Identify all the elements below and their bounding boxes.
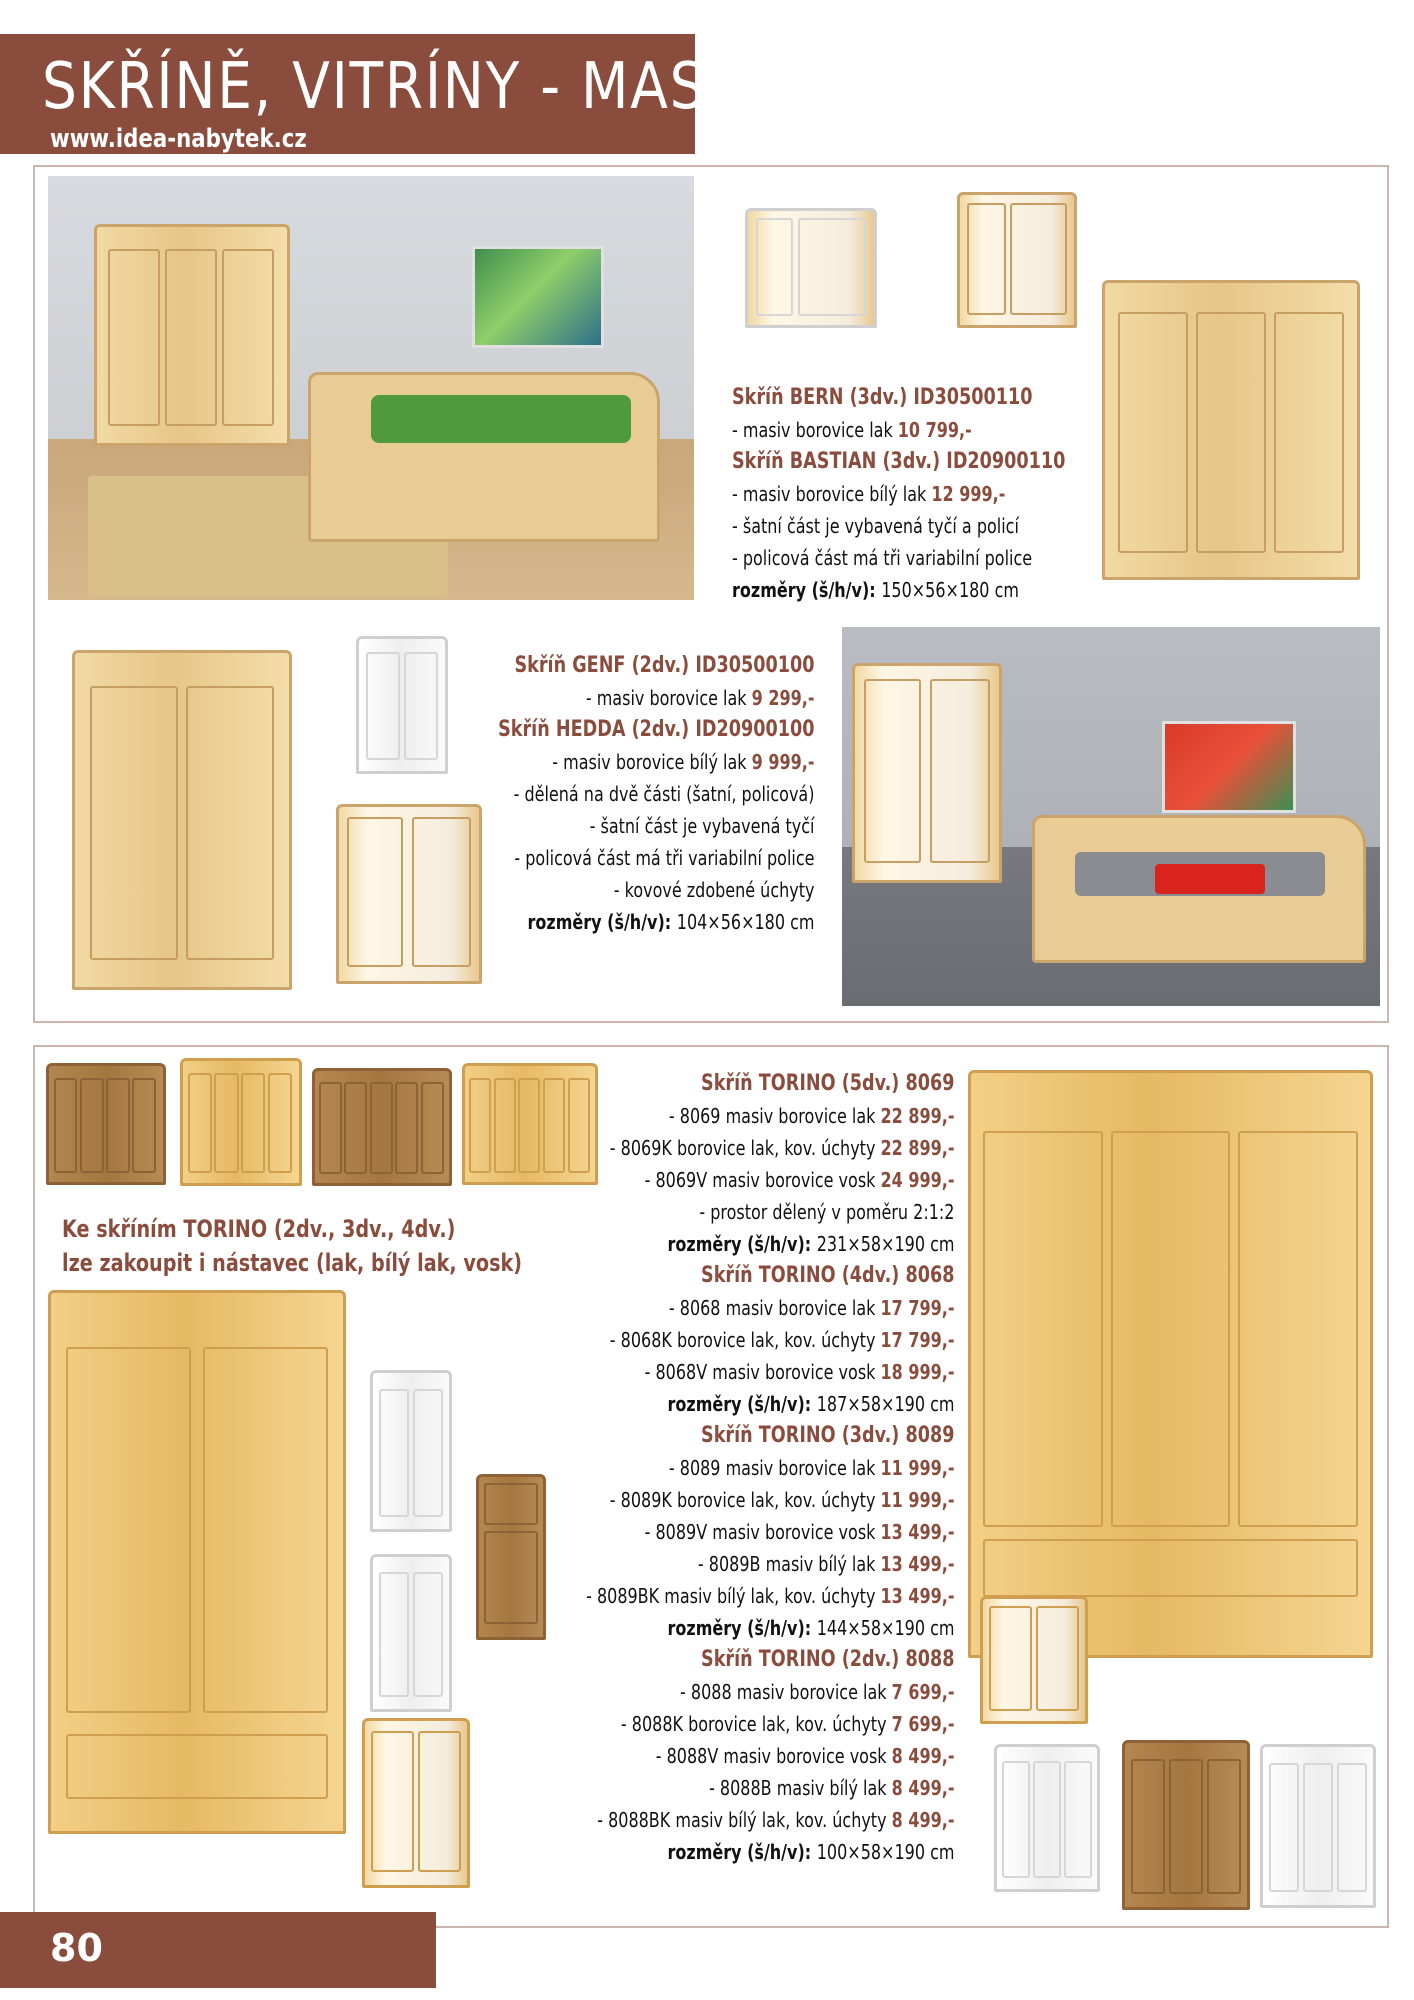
page-number: 80 xyxy=(50,1926,103,1970)
genf-feature-1: - dělená na dvě části (šatní, policová) xyxy=(513,782,814,806)
genf-feature-2: - šatní část je vybavená tyčí xyxy=(589,814,814,838)
red-painting-image xyxy=(1162,721,1296,813)
torino-price-line: - 8089K borovice lak, kov. úchyty 11 999,- xyxy=(609,1488,954,1512)
torino-price-line: - 8088K borovice lak, kov. úchyty 7 699,- xyxy=(620,1712,954,1736)
bed-image xyxy=(308,372,660,542)
bern-open-wardrobe-image xyxy=(957,192,1077,328)
torino-5dv-feature: - prostor dělený v poměru 2:1:2 xyxy=(698,1200,954,1224)
torino-note-line-1: Ke skříním TORINO (2dv., 3dv., 4dv.) xyxy=(62,1215,456,1243)
genf-room-photo xyxy=(842,627,1380,1006)
bastian-feature-1: - šatní část je vybavená tyčí a policí xyxy=(732,514,1019,538)
green-painting-image xyxy=(472,246,604,348)
torino-description xyxy=(586,1068,954,1868)
bastian-open-wardrobe-image xyxy=(745,208,877,328)
genf-wardrobe-image xyxy=(72,650,292,990)
torino-4dv-wax-image xyxy=(46,1063,166,1185)
torino-price-line: - 8089 masiv borovice lak 11 999,- xyxy=(668,1456,954,1480)
bastian-feature-2: - policová část má tři variabilní police xyxy=(732,546,1033,570)
torino-2dv-dimensions: rozměry (š/h/v): 100×58×190 cm xyxy=(667,1840,954,1864)
torino-4dv-dimensions: rozměry (š/h/v): 187×58×190 cm xyxy=(667,1392,954,1416)
torino-price-line: - 8088V masiv borovice vosk 8 499,- xyxy=(655,1744,954,1768)
torino-price-line: - 8068 masiv borovice lak 17 799,- xyxy=(668,1296,954,1320)
torino-price-line: - 8069 masiv borovice lak 22 899,- xyxy=(668,1104,954,1128)
torino-price-line: - 8068K borovice lak, kov. úchyty 17 799,- xyxy=(609,1328,954,1352)
hedda-title: Skříň HEDDA (2dv.) ID20900100 xyxy=(497,717,814,742)
hedda-wardrobe-image xyxy=(356,636,448,774)
page-header-bar xyxy=(0,34,764,154)
torino-2dv-open-image xyxy=(362,1718,470,1888)
genf-title: Skříň GENF (2dv.) ID30500100 xyxy=(513,653,814,678)
torino-2dv-wardrobe-image xyxy=(48,1290,346,1834)
torino-3dv-white-2-image xyxy=(1260,1744,1376,1908)
bern-dimensions: rozměry (š/h/v): 150×56×180 cm xyxy=(732,578,1019,602)
torino-extension-note xyxy=(62,1212,522,1280)
torino-price-line: - 8089B masiv bílý lak 13 499,- xyxy=(697,1552,954,1576)
torino-4dv-lacquer-image xyxy=(180,1058,302,1186)
torino-3dv-wax-image xyxy=(1122,1740,1250,1910)
genf-feature-3: - policová část má tři variabilní police xyxy=(513,846,814,870)
genf-price-line: - masiv borovice lak 9 299,- xyxy=(585,686,814,710)
genf-open-wardrobe-image xyxy=(336,804,482,984)
genf-hedda-description xyxy=(498,650,814,938)
torino-3dv-title: Skříň TORINO (3dv.) 8089 xyxy=(700,1423,954,1448)
bern-wardrobe-image xyxy=(94,224,290,446)
torino-price-line: - 8088BK masiv bílý lak, kov. úchyty 8 499,- xyxy=(596,1808,954,1832)
bern-title: Skříň BERN (3dv.) ID30500110 xyxy=(732,385,1033,410)
torino-price-line: - 8088B masiv bílý lak 8 499,- xyxy=(708,1776,954,1800)
page-footer-bar xyxy=(0,1912,436,1988)
bern-price-line: - masiv borovice lak 10 799,- xyxy=(732,418,972,442)
website-url[interactable]: www.idea-nabytek.cz xyxy=(50,124,307,154)
torino-price-line: - 8069V masiv borovice vosk 24 999,- xyxy=(644,1168,954,1192)
page-title: SKŘÍNĚ, VITRÍNY - MASIV xyxy=(42,50,764,124)
torino-3dv-white-image xyxy=(994,1744,1100,1892)
torino-price-line: - 8089V masiv borovice vosk 13 499,- xyxy=(644,1520,954,1544)
torino-2dv-white-image xyxy=(370,1370,452,1532)
torino-note-line-2: lze zakoupit i nástavec (lak, bílý lak, vosk) xyxy=(62,1249,523,1277)
genf-feature-4: - kovové zdobené úchyty xyxy=(613,878,814,902)
bastian-title: Skříň BASTIAN (3dv.) ID20900110 xyxy=(732,449,1066,474)
torino-2dv-white-2-image xyxy=(370,1554,452,1712)
torino-price-line: - 8069K borovice lak, kov. úchyty 22 899,- xyxy=(609,1136,954,1160)
torino-2dv-title: Skříň TORINO (2dv.) 8088 xyxy=(700,1647,954,1672)
torino-5dv-dimensions: rozměry (š/h/v): 231×58×190 cm xyxy=(667,1232,954,1256)
bern-room-photo xyxy=(48,176,694,600)
torino-4dv-title: Skříň TORINO (4dv.) 8068 xyxy=(700,1263,954,1288)
torino-2dv-extension-image xyxy=(476,1474,546,1640)
torino-5dv-wax-image xyxy=(312,1068,452,1186)
torino-3dv-open-image xyxy=(980,1596,1088,1724)
bern-wardrobe-closed-image xyxy=(1102,280,1360,580)
torino-price-line: - 8089BK masiv bílý lak, kov. úchyty 13 499,- xyxy=(585,1584,954,1608)
torino-3dv-wardrobe-image xyxy=(968,1070,1373,1658)
torino-price-line: - 8068V masiv borovice vosk 18 999,- xyxy=(644,1360,954,1384)
torino-5dv-title: Skříň TORINO (5dv.) 8069 xyxy=(700,1071,954,1096)
genf-room-wardrobe-image xyxy=(852,663,1002,883)
bern-bastian-description xyxy=(732,382,1065,606)
torino-5dv-lacquer-image xyxy=(462,1063,598,1185)
bastian-price-line: - masiv borovice bílý lak 12 999,- xyxy=(732,482,1006,506)
torino-price-line: - 8088 masiv borovice lak 7 699,- xyxy=(679,1680,954,1704)
hedda-price-line: - masiv borovice bílý lak 9 999,- xyxy=(551,750,814,774)
genf-dimensions: rozměry (š/h/v): 104×56×180 cm xyxy=(527,910,814,934)
daybed-image xyxy=(1032,815,1366,963)
torino-3dv-dimensions: rozměry (š/h/v): 144×58×190 cm xyxy=(667,1616,954,1640)
